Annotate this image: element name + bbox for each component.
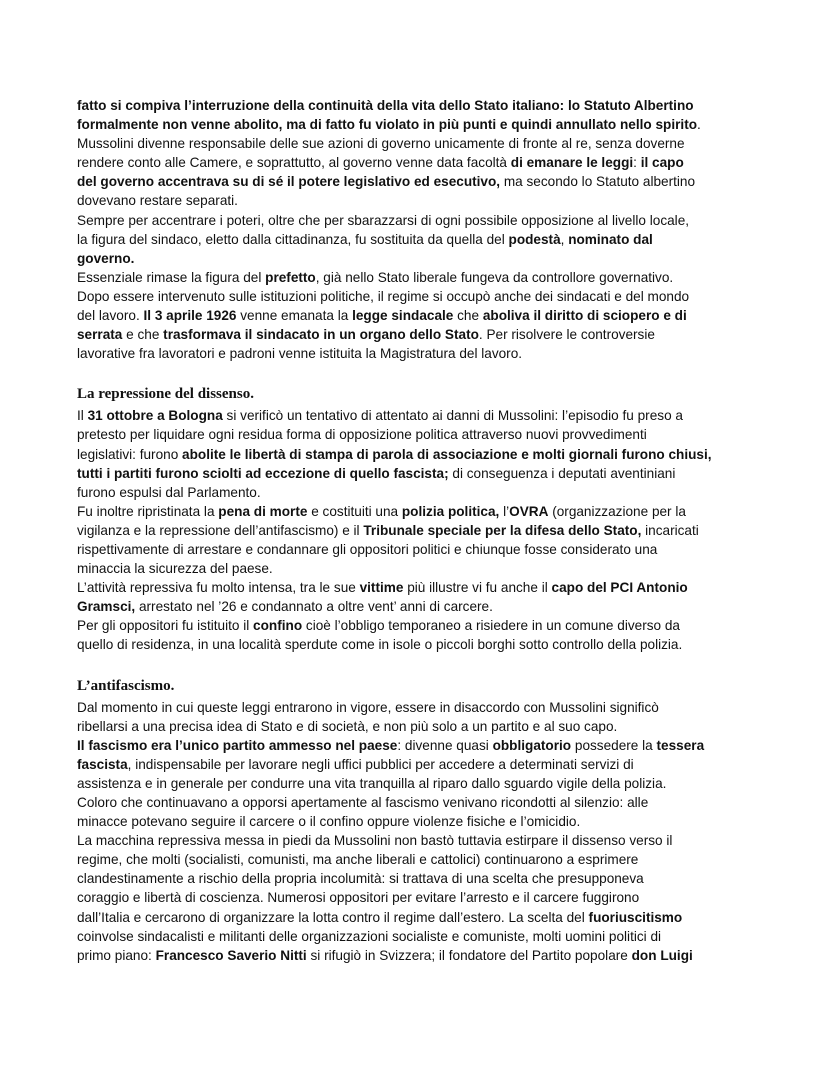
- text-line: [77, 755, 767, 774]
- text-run: possedere la: [571, 737, 657, 753]
- text-line: [77, 249, 767, 268]
- text-run: . Per risolvere le controversie: [478, 327, 655, 343]
- text-line: [77, 406, 767, 425]
- text-line: [77, 134, 767, 153]
- text-line: [77, 927, 767, 946]
- text-line: [77, 172, 767, 191]
- text-line: [77, 287, 767, 306]
- text-line: [77, 597, 767, 616]
- text-run: rendere conto alle Camere, e soprattutto, al governo venne data facoltà: [77, 155, 511, 171]
- text-run: assistenza e in generale per condurre una vita tranquilla al riparo dallo sguardo vigile della polizia.: [77, 775, 667, 791]
- bold-text: nominato dal: [568, 231, 653, 247]
- text-run: Dopo essere intervenuto sulle istituzioni politiche, il regime si occupò anche dei sindacati e del mondo: [77, 288, 690, 304]
- text-line: [77, 96, 767, 115]
- bold-text: tutti i partiti furono sciolti ad eccezione di quello fascista;: [77, 465, 449, 481]
- text-run: : divenne quasi: [397, 737, 493, 753]
- text-line: [77, 717, 767, 736]
- bold-text: obbligatorio: [492, 737, 572, 753]
- text-line: [77, 635, 767, 654]
- text-line: [77, 616, 767, 635]
- text-run: rispettivamente di arrestare e condannare gli oppositori politici e chiunque fosse considerato una: [77, 541, 658, 557]
- text-line: [77, 946, 767, 965]
- text-run: Per gli oppositori fu istituito il: [77, 618, 254, 634]
- text-line: [77, 306, 767, 325]
- text-line: [77, 540, 767, 559]
- text-line: [77, 464, 767, 483]
- text-run: ma secondo lo Statuto albertino: [500, 174, 696, 190]
- text-line: [77, 869, 767, 888]
- bold-text: governo.: [77, 250, 135, 266]
- text-run: coraggio e libertà di coscienza. Numerosi oppositori per evitare l’arresto e il carcere fuggirono: [77, 890, 640, 906]
- bold-text: 31 ottobre a Bologna: [87, 408, 223, 424]
- bold-text: pena di morte: [218, 503, 308, 519]
- bold-text: formalmente non venne abolito, ma di fatto fu violato in più punti e quindi annullato nello spirito: [77, 117, 698, 133]
- bold-text: abolite le libertà di stampa di parola di associazione e molti giornali furono chiusi,: [182, 446, 712, 462]
- text-line: [77, 268, 767, 287]
- text-run: .: [697, 117, 701, 133]
- bold-text: fascista: [77, 756, 128, 772]
- text-run: Mussolini divenne responsabile delle sue azioni di governo unicamente di fronte al re, senza doverne: [77, 136, 685, 152]
- text-run: Essenziale rimase la figura del: [77, 269, 266, 285]
- text-run: e che: [122, 327, 164, 343]
- text-run: :: [633, 155, 641, 171]
- text-run: dall’Italia e cercarono di organizzare la lotta contro il regime dall’estero. La scelta del: [77, 909, 589, 925]
- text-run: minaccia la sicurezza del paese.: [77, 561, 273, 577]
- text-line: [77, 344, 767, 363]
- text-line: [77, 502, 767, 521]
- bold-text: fuoriuscitismo: [588, 909, 683, 925]
- section-heading: La repressione del dissenso.: [77, 386, 254, 403]
- bold-text: il capo: [640, 155, 684, 171]
- text-run: clandestinamente a rischio della propria incolumità: si trattava di una scelta che presupponeva: [77, 871, 644, 887]
- bold-text: tessera: [656, 737, 705, 753]
- bold-text: di emanare le leggi: [510, 155, 634, 171]
- bold-text: OVRA: [509, 503, 549, 519]
- bold-text: Francesco Saverio Nitti: [155, 947, 307, 963]
- section-heading: L’antifascismo.: [77, 677, 175, 694]
- text-run: La macchina repressiva messa in piedi da Mussolini non bastò tuttavia estirpare il dissenso verso il: [77, 833, 673, 849]
- bold-text: podestà: [508, 231, 561, 247]
- text-line: [77, 888, 767, 907]
- text-run: incaricati: [641, 522, 699, 538]
- text-line: [77, 812, 767, 831]
- text-run: minacce potevano seguire il carcere o il confino oppure violenze fisiche e l’omicidio.: [77, 814, 581, 830]
- bold-text: prefetto: [265, 269, 316, 285]
- text-line: [77, 115, 767, 134]
- text-line: [77, 521, 767, 540]
- text-run: , già nello Stato liberale fungeva da controllore governativo.: [315, 269, 674, 285]
- text-run: lavorative fra lavoratori e padroni venne istituita la Magistratura del lavoro.: [77, 346, 523, 362]
- text-run: Dal momento in cui queste leggi entrarono in vigore, essere in disaccordo con Mussolini significò: [77, 699, 659, 715]
- text-run: cioè l’obbligo temporaneo a risiedere in un comune diverso da: [302, 618, 680, 634]
- bold-text: don Luigi: [631, 947, 693, 963]
- text-run: Fu inoltre ripristinata la: [77, 503, 219, 519]
- bold-text: capo del PCI Antonio: [551, 580, 688, 596]
- bold-text: trasformava il sindacato in un organo dello Stato: [163, 327, 479, 343]
- document-body: [77, 96, 767, 965]
- text-line: [77, 698, 767, 717]
- bold-text: polizia politica,: [401, 503, 500, 519]
- text-run: si rifugiò in Svizzera; il fondatore del Partito popolare: [306, 947, 632, 963]
- bold-text: aboliva il diritto di sciopero e di: [482, 308, 687, 324]
- text-run: pretesto per liquidare ogni residua forma di opposizione politica attraverso nuovi provvedimenti: [77, 427, 647, 443]
- bold-text: legge sindacale: [352, 308, 454, 324]
- text-run: Coloro che continuavano a opporsi apertamente al fascismo venivano ricondotti al silenzio: alle: [77, 795, 649, 810]
- bold-text: Tribunale speciale per la difesa dello Stato,: [363, 522, 642, 538]
- text-line: [77, 850, 767, 869]
- bold-text: vittime: [359, 580, 404, 596]
- text-run: si verificò un tentativo di attentato ai danni di Mussolini: l’episodio fu preso a: [222, 408, 683, 424]
- text-line: [77, 736, 767, 755]
- text-run: Sempre per accentrare i poteri, oltre che per sbarazzarsi di ogni possibile opposizione al livello locale,: [77, 212, 690, 228]
- text-line: [77, 793, 767, 812]
- text-line: [77, 211, 767, 230]
- text-run: arrestato nel ’26 e condannato a oltre vent’ anni di carcere.: [135, 599, 493, 615]
- text-run: la figura del sindaco, eletto dalla cittadinanza, fu sostituita da quella del: [77, 231, 509, 247]
- text-run: primo piano:: [77, 947, 156, 963]
- text-line: [77, 774, 767, 793]
- text-line: [77, 325, 767, 344]
- text-run: vigilanza e la repressione dell’antifascismo) e il: [77, 522, 364, 538]
- bold-text: Gramsci,: [77, 599, 136, 615]
- bold-text: Il 3 aprile 1926: [143, 308, 237, 324]
- bold-text: confino: [253, 618, 303, 634]
- text-run: dovevano restare separati.: [77, 193, 238, 209]
- text-run: legislativi: furono: [77, 446, 183, 462]
- text-line: [77, 445, 767, 464]
- text-run: (organizzazione per la: [548, 503, 686, 519]
- text-run: coinvolse sindacalisti e militanti delle organizzazioni socialiste e comuniste, molti uomini politici di: [77, 928, 662, 944]
- text-run: furono espulsi dal Parlamento.: [77, 484, 261, 500]
- text-run: , indispensabile per lavorare negli uffici pubblici per accedere a determinati servizi di: [127, 756, 634, 772]
- text-line: [77, 483, 767, 502]
- bold-text: serrata: [77, 327, 123, 343]
- text-run: del lavoro.: [77, 308, 144, 324]
- text-line: [77, 559, 767, 578]
- text-run: regime, che molti (socialisti, comunisti, ma anche liberali e cattolici) continuarono a esprimere: [77, 852, 639, 868]
- text-run: ,: [560, 231, 569, 247]
- text-run: L’attività repressiva fu molto intensa, tra le sue: [77, 580, 360, 596]
- text-line: [77, 230, 767, 249]
- text-run: che: [453, 308, 483, 324]
- text-run: venne emanata la: [236, 308, 353, 324]
- bold-text: fatto si compiva l’interruzione della continuità della vita dello Stato italiano: lo Statuto Albertino: [77, 98, 694, 113]
- text-line: [77, 425, 767, 444]
- bold-text: Il fascismo era l’unico partito ammesso nel paese: [77, 737, 398, 753]
- text-line: [77, 908, 767, 927]
- bold-text: del governo accentrava su di sé il potere legislativo ed esecutivo,: [77, 174, 501, 190]
- text-line: [77, 191, 767, 210]
- text-run: e costituiti una: [307, 503, 402, 519]
- text-run: ribellarsi a una precisa idea di Stato e di società, e non più solo a un partito e al suo capo.: [77, 718, 618, 734]
- text-run: più illustre vi fu anche il: [403, 580, 552, 596]
- text-run: di conseguenza i deputati aventiniani: [448, 465, 676, 481]
- text-run: l’: [499, 503, 510, 519]
- text-line: [77, 831, 767, 850]
- text-line: [77, 578, 767, 597]
- text-line: [77, 153, 767, 172]
- text-run: Il: [77, 408, 88, 424]
- text-run: quello di residenza, in una località sperdute come in isole o piccoli borghi sotto controllo della polizia.: [77, 637, 683, 653]
